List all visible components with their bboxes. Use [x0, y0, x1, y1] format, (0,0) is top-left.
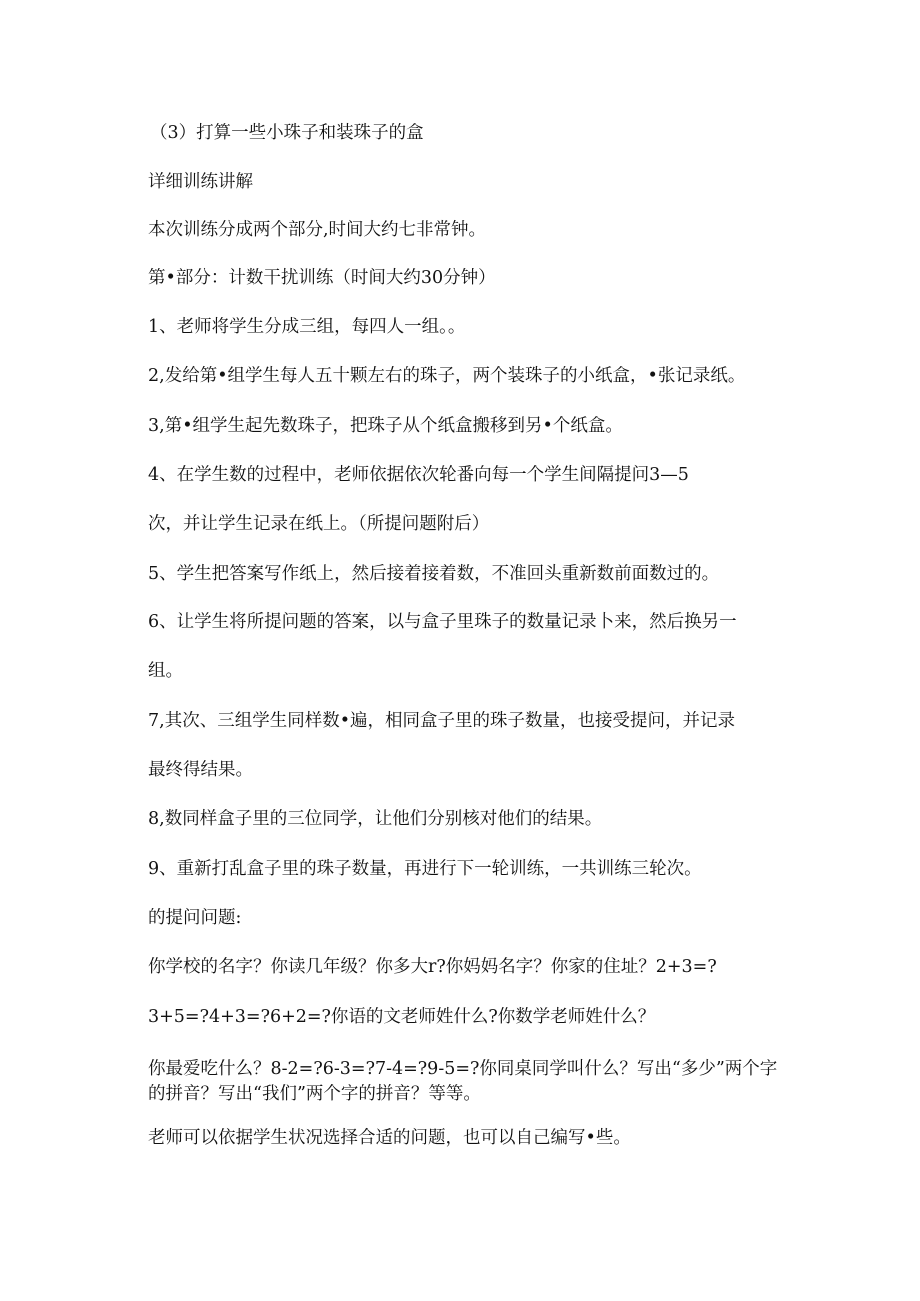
step-8: 8,数同样盒子里的三位同学，让他们分别核对他们的结果。: [148, 809, 603, 829]
materials-item-3: （3）打算一些小珠子和装珠子的盒: [150, 123, 424, 143]
step-6: 6、让学生将所提问题的答案，以与盒子里珠子的数量记录卜来，然后换另一: [148, 612, 737, 632]
part-one-heading: 第•部分：计数干扰训练（时间大约30分钟）: [148, 268, 496, 288]
step-3: 3,第•组学生起先数珠子，把珠子从个纸盒搬移到另•个纸盒。: [148, 416, 623, 436]
question-list-2: 3+5=?4+3=?6+2=?你语的文老师姓什么?你数学老师姓什么？: [148, 1007, 656, 1027]
section-heading: 详细训练讲解: [148, 172, 253, 192]
training-overview: 本次训练分成两个部分,时间大约七非常钟。: [148, 220, 487, 240]
question-list-3: 你最爱吃什么？8-2=?6-3=?7-4=?9-5=?你同桌同学叫什么？写出“多少”两个字的拼音？写出“我们”两个字的拼音？等等。: [148, 1059, 778, 1104]
step-7-continued: 最终得结果。: [148, 760, 253, 780]
step-7: 7,其次、三组学生同样数•遍，相同盒子里的珠子数量，也接受提问，并记录: [148, 711, 736, 731]
step-4: 4、在学生数的过程中，老师依据依次轮番向每一个学生间隔提问3—5: [148, 465, 689, 485]
question-list-1: 你学校的名字？你读几年级？你多大r?你妈妈名字？你家的住址？2+3=?: [148, 957, 717, 977]
closing-note: 老师可以依据学生状况选择合适的问题，也可以自己编写•些。: [148, 1128, 631, 1148]
questions-heading: 的提问问题:: [148, 908, 242, 928]
step-1: 1、老师将学生分成三组，每四人一组。。: [148, 317, 466, 337]
step-6-continued: 组。: [148, 661, 183, 681]
step-4-continued: 次，并让学生记录在纸上。（所提问题附后）: [148, 514, 490, 534]
step-5: 5、学生把答案写作纸上，然后接着接着数，不准回头重新数前面数过的。: [148, 564, 720, 584]
step-9: 9、重新打乱盒子里的珠子数量，再进行下一轮训练，一共训练三轮次。: [148, 859, 702, 879]
step-2: 2,发给第•组学生每人五十颗左右的珠子，两个装珠子的小纸盒，•张记录纸。: [148, 366, 746, 386]
